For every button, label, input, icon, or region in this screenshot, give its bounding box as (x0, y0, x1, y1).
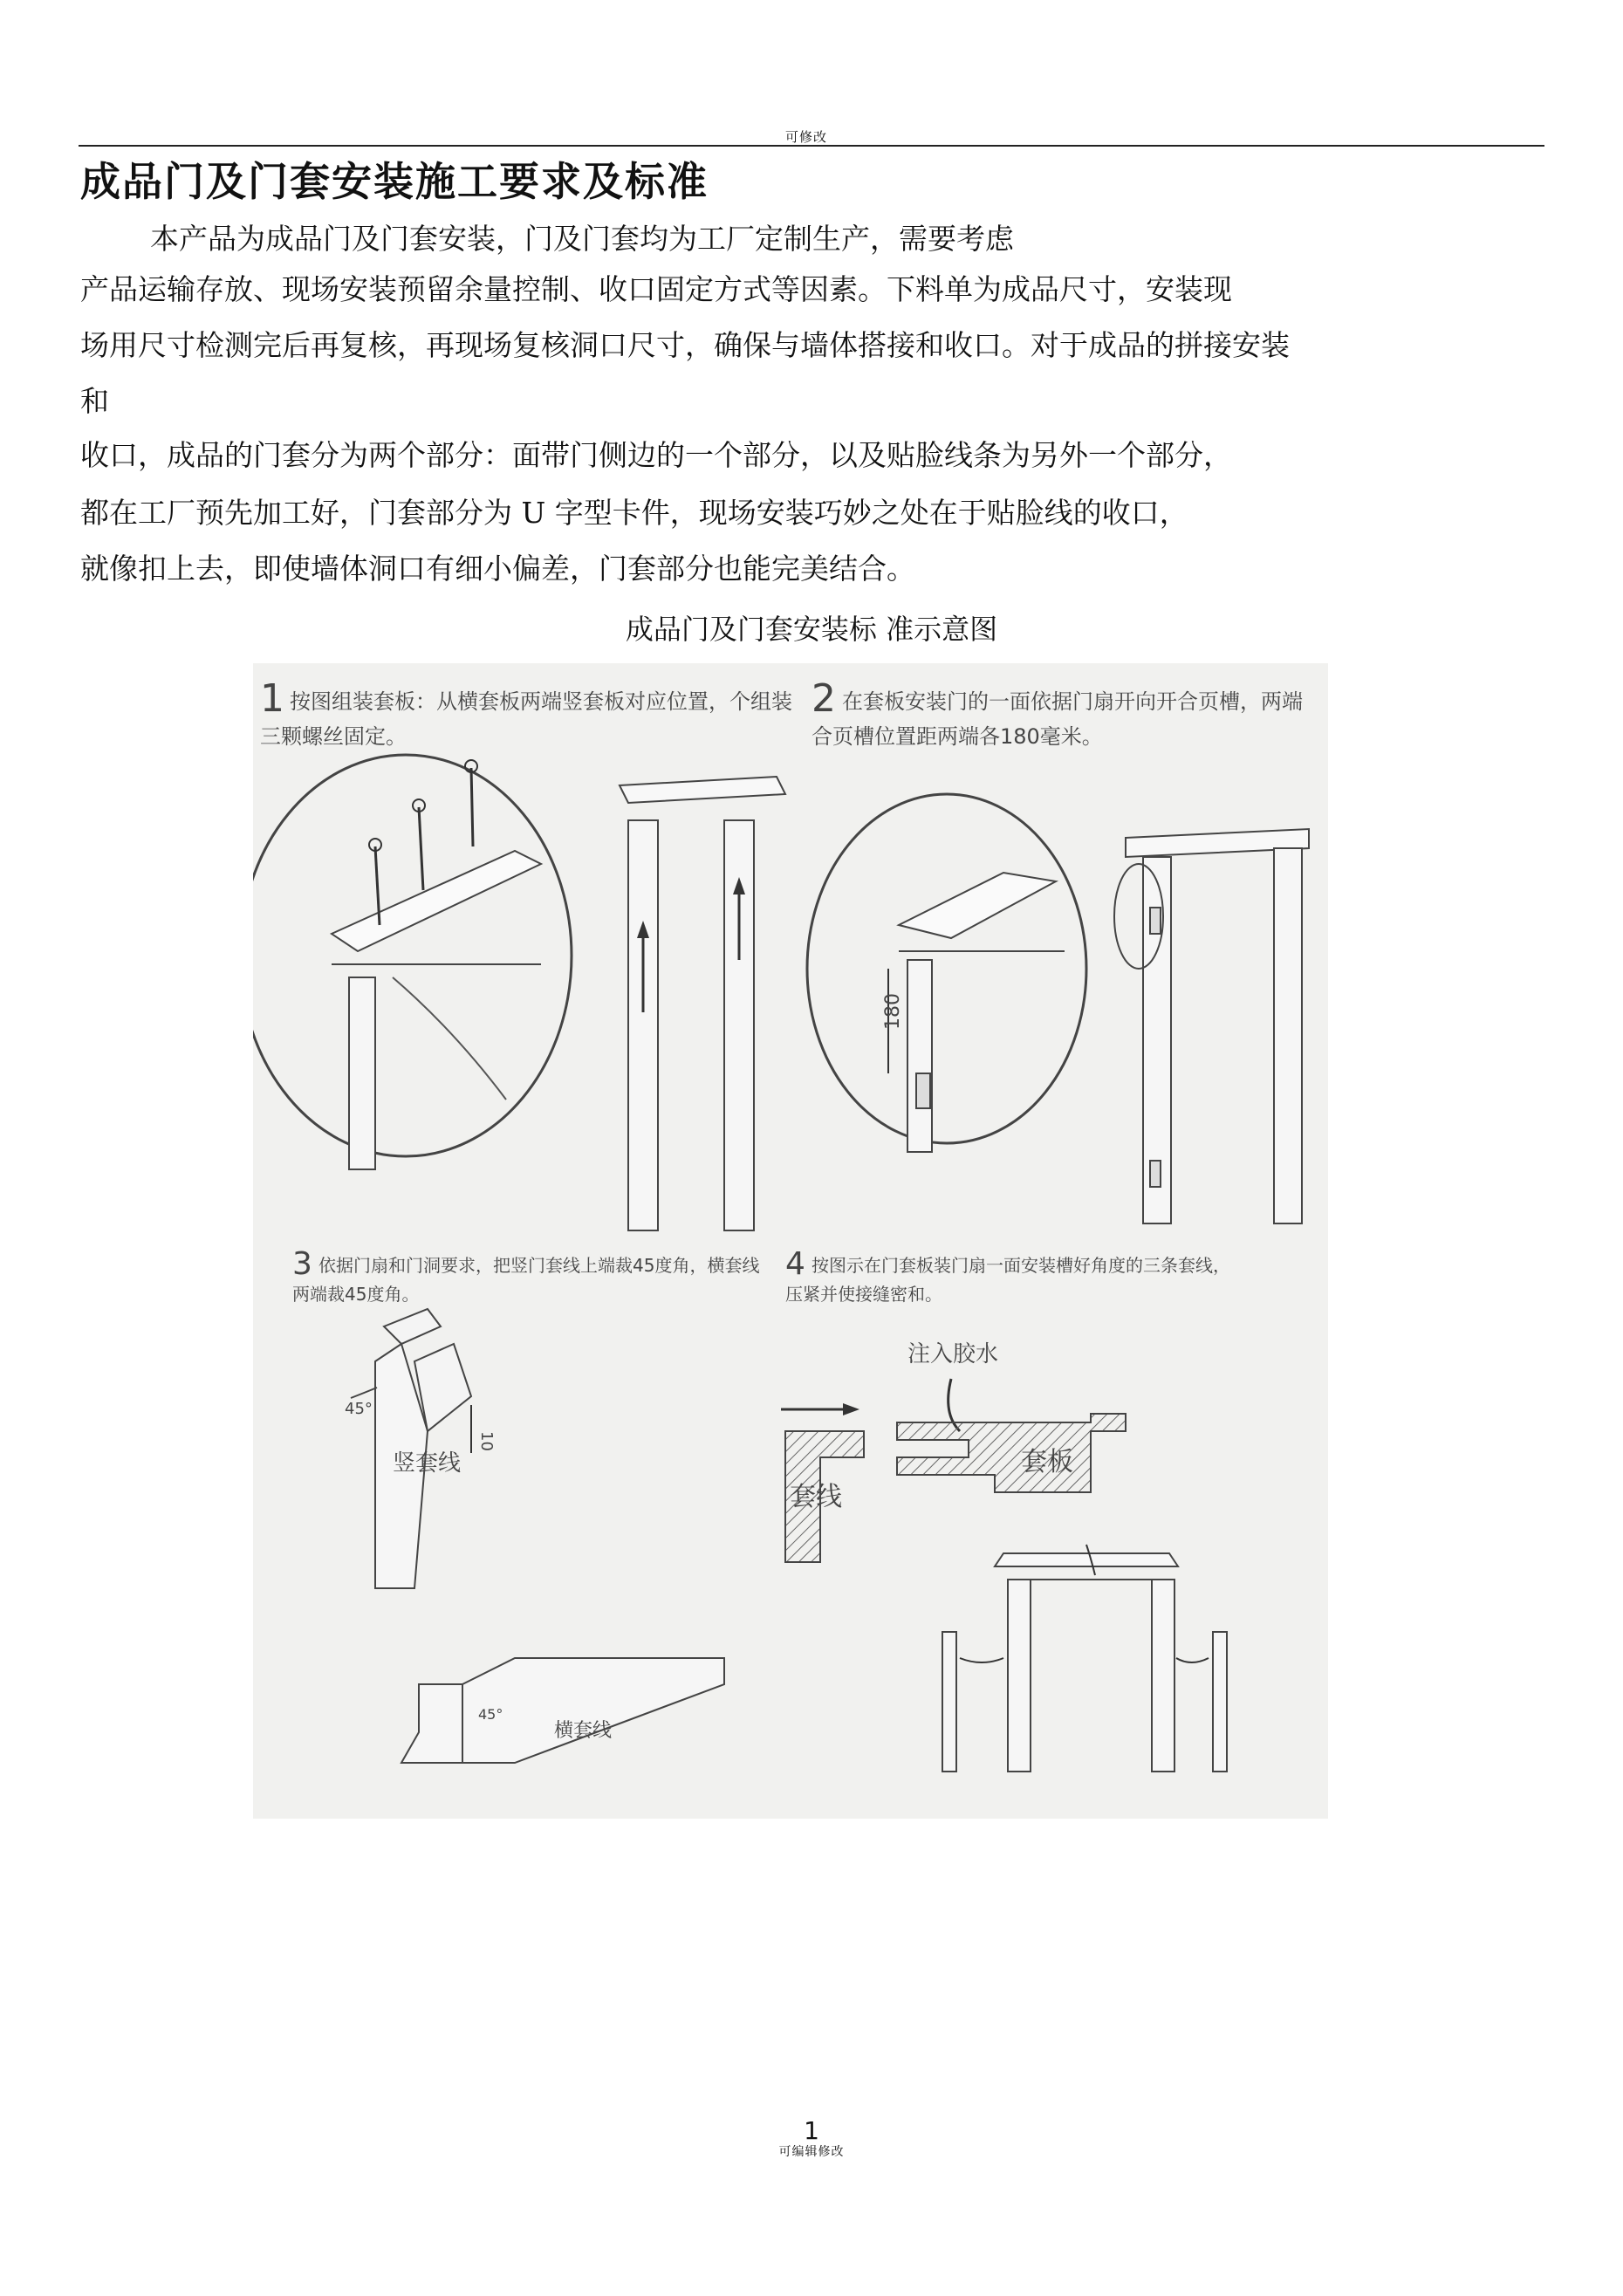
side-board (349, 977, 375, 1169)
angle-label: 45° (345, 1400, 373, 1418)
jamb (1274, 848, 1302, 1223)
screw (419, 807, 423, 890)
casing-label: 套线 (790, 1482, 842, 1512)
hinge-slot (916, 1073, 930, 1108)
paragraph-line: 和 (80, 384, 109, 418)
panel-3 (292, 1246, 759, 1763)
header-label: 可修改 (785, 129, 828, 145)
board-section (897, 1414, 1126, 1492)
paragraph-line: 产品运输存放、现场安装预留余量控制、收口固定方式等因素。下料单为成品尺寸，安装现 (80, 272, 1232, 306)
detail-circle (253, 755, 572, 1156)
panel-2 (807, 676, 1309, 1223)
paragraph-line: 本产品为成品门及门套安装，门及门套均为工厂定制生产，需要考虑 (150, 222, 1014, 256)
panel-2-line: 在套板安装门的一面依据门扇开向开合页槽，两端 (842, 689, 1303, 714)
paragraph-line: 场用尺寸检测完后再复核，再现场复核洞口尺寸，确保与墙体搭接和收口。对于成品的拼接安装 (80, 328, 1290, 362)
header-rule (79, 145, 1544, 147)
screw (471, 768, 473, 846)
installation-figure (253, 663, 1328, 1819)
angle-label: 45° (478, 1706, 503, 1723)
dimension-text: 10 (477, 1431, 496, 1451)
panel-4-number: 4 (785, 1246, 805, 1282)
page-number: 1 (804, 2116, 819, 2145)
panel-4-line: 按图示在门套板装门扇一面安装槽好角度的三条套线， (812, 1255, 1230, 1276)
paragraph-line: 就像扣上去，即使墙体洞口有细小偏差，门套部分也能完美结合。 (80, 552, 915, 586)
panel-3-number: 3 (292, 1246, 312, 1282)
panel-1-line: 按图组装套板：从横套板两端竖套板对应位置，个组装 (290, 689, 792, 714)
detail-circle (807, 794, 1086, 1143)
panel-4 (781, 1246, 1230, 1772)
dimension-text: 180 (882, 993, 904, 1030)
panel-1-line: 三颗螺丝固定。 (260, 724, 407, 749)
panel-3-line: 依据门扇和门洞要求，把竖门套线上端裁45度角，横套线 (318, 1255, 760, 1276)
panel-2-line: 合页槽位置距两端各180毫米。 (812, 724, 1103, 749)
page-title: 成品门及门套安装施工要求及标准 (80, 158, 709, 205)
glue-label: 注入胶水 (907, 1341, 999, 1367)
panel-3-line: 两端裁45度角。 (292, 1284, 420, 1305)
panel-4-line: 压紧并使接缝密和。 (785, 1284, 942, 1305)
horizontal-casing-label: 横套线 (554, 1720, 613, 1742)
left-jamb (628, 820, 658, 1230)
panel-2-number: 2 (812, 676, 836, 721)
figure-caption: 成品门及门套安装标 准示意图 (625, 613, 998, 646)
panel-1-number: 1 (260, 676, 284, 721)
top-board (332, 851, 541, 951)
paragraph-line: 收口，成品的门套分为两个部分：面带门侧边的一个部分，以及贴脸线条为另外一个部分， (80, 438, 1232, 472)
paragraph-line: 都在工厂预先加工好，门套部分为 U 字型卡件，现场安装巧妙之处在于贴脸线的收口， (80, 496, 1188, 530)
board-label: 套板 (1021, 1447, 1073, 1477)
vertical-casing-label: 竖套线 (393, 1450, 462, 1477)
head-board (620, 777, 785, 803)
footer-label: 可编辑修改 (778, 2145, 845, 2159)
panel-1 (253, 676, 792, 1230)
